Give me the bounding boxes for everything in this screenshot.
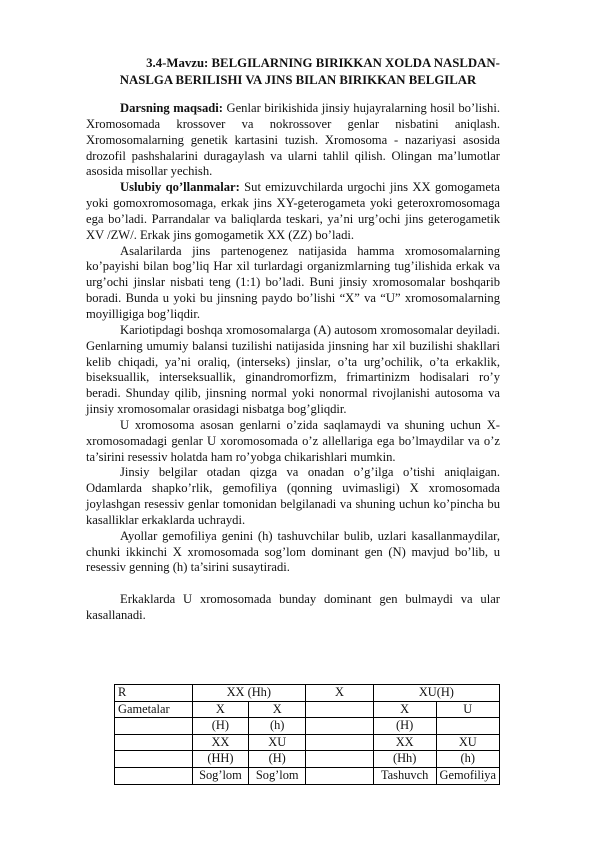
table-cell: (Hh) [373,751,436,768]
paragraph: Jinsiy belgilar otadan qizga va onadan o’g’ilga o’tishi aniqlaigan. Odamlarda shapko’rlik, gemofiliya (qonning uvimasligi) X xromosomada joylashgan resessiv genlar tomonidan belgilanadi va shuning uchun ko’pincha bu kasalliklar erkaklarda uchraydi. [86,465,500,527]
table-row [115,685,500,702]
table-cell: X [306,685,374,702]
table-cell [115,767,193,784]
paragraph-text: Genlar birikishida jinsiy hujayralarning hosil bo’lishi. Xromosomada krossover va nokrossover genlar nisbatini aniqlash. Xromosomalarning genetik kartasini tuzish. Xromosoma - nazariyasi asosida drozofil pashshalarini duragaylash va ularni tahlil qilish. Olingan ma’lumotlar asosida misollar yechish. [86,101,500,179]
table-cell: Tashuvch [373,767,436,784]
table-cell: Gemofiliya [436,767,499,784]
table-cell: X [192,701,249,718]
paragraph-label: Uslubiy qo’llanmalar: [120,180,240,195]
paragraph-text: Sut emizuvchilarda urgochi jins XX gomogameta yoki gomoxromosomaga, erkak jins XY-geterogameta yoki geteroxromosomaga ega bo’ladi. Parrandalar va baliqlarda teskari, ya’ni urg’ochi jins geterogametik XV /ZW/. Erkak jins gomogametik XX (ZZ) bo’ladi. [86,180,500,242]
table-cell: XU [249,734,306,751]
table-cell [306,751,374,768]
table-row [115,718,500,735]
inheritance-table [114,684,500,785]
paragraph: Kariotipdagi boshqa xromosomalarga (A) autosom xromosomalar deyiladi. Genlarning umumiy balansi tuzilishi natijasida jinsning har xil buzilishi shakllari kelib chiqadi, ya’ni oraliq, (interseks) jinslar, o’ta urg’ochilik, o’ta erkaklik, biseksuallik, interseksuallik, ginandromorfizm, frimartinizm hodisalari ro’y beradi. Shunday qilib, jinsning normal yoki nonormal rivojlanishi autosoma va jinsiy xromosomalar orasidagi nisbatga bog’gliqdir. [86,322,500,417]
table-row [115,767,500,784]
paragraph-aim [86,101,500,180]
page-title [0,55,596,89]
table-cell [436,718,499,735]
paragraph: Erkaklarda U xromosomada bunday dominant gen bulmaydi va ular kasallanadi. [86,592,500,623]
table-cell: XX [373,734,436,751]
table-cell: (H) [373,718,436,735]
table-cell: (h) [249,718,306,735]
table-cell: Sog’lom [192,767,249,784]
table-cell [306,718,374,735]
paragraph: Ayollar gemofiliya genini (h) tashuvchilar bulib, uzlari kasallanmaydilar, chunki ikkinchi X xromosomada sog’lom dominant gen (N) mavjud bo’lib, u resessiv genning (h) ta’sirini susaytiradi. [86,528,500,575]
table-cell [306,767,374,784]
table-cell [306,701,374,718]
table-cell: (H) [192,718,249,735]
table-cell: (h) [436,751,499,768]
document-body [86,101,500,624]
table-cell: (HH) [192,751,249,768]
table-cell: XX [192,734,249,751]
title-line-1: 3.4-Mavzu: BELGILARNING BIRIKKAN XOLDA NASLDAN- [146,56,500,70]
table-cell: XU(H) [373,685,499,702]
paragraph: U xromosoma asosan genlarni o’zida saqlamaydi va shuning uchun X-xromosomadagi genlar U xoromosomada o’z allellariga ega bo’lmaydilar va o’z ta’sirini resessiv holatda ham ro’yobga chikarishlari mumkin. [86,417,500,464]
table-cell: U [436,701,499,718]
table-row [115,751,500,768]
table-cell [115,734,193,751]
table-cell: R [115,685,193,702]
table-cell: Gametalar [115,701,193,718]
table-cell [306,734,374,751]
table-cell: XX (Hh) [192,685,306,702]
table-row [115,734,500,751]
paragraph: Asalarilarda jins partenogenez natijasida hamma xromosomalarning ko’payishi bilan bog’liq Har xil turlardagi organizmlarning tug’ilishida erkak va urg’ochi jinslar nisbati teng (1:1) bo’ladi. Buni jinsiy xromosomalar boshqarib boradi. Bunda u yoki bu jinsning paydo bo’lishi “X” va “U” xromosomalarning moyilligiga bog’liqdir. [86,243,500,321]
table-cell: XU [436,734,499,751]
paragraph-guidelines [86,180,500,243]
table-cell: X [249,701,306,718]
paragraph-label: Darsning maqsadi: [120,101,223,115]
title-line-2: NASLGA BERILISHI VA JINS BILAN BIRIKKAN BELGILAR [119,73,477,87]
table-cell [115,718,193,735]
table-cell: (H) [249,751,306,768]
table-cell: Sog’lom [249,767,306,784]
table-cell: X [373,701,436,718]
table-cell [115,751,193,768]
table-row [115,701,500,718]
